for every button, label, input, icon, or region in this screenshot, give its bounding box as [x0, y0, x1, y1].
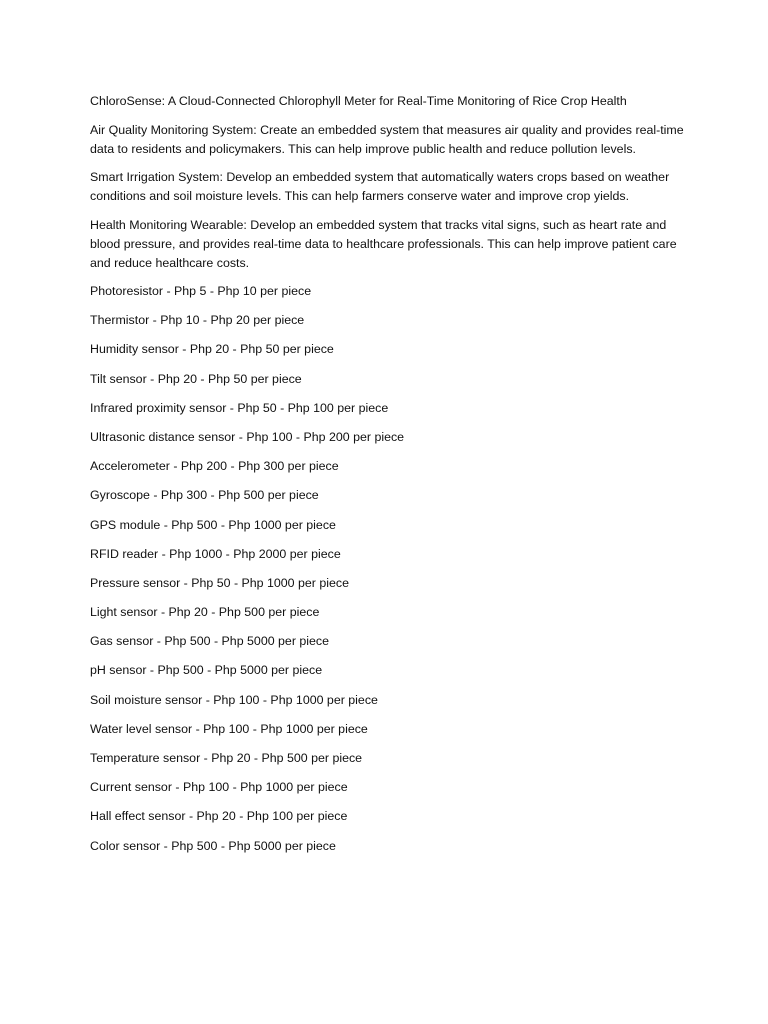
list-item: Humidity sensor - Php 20 - Php 50 per piece: [90, 342, 334, 357]
list-item: Infrared proximity sensor - Php 50 - Php 100 per piece: [90, 400, 389, 415]
list-item: Gyroscope - Php 300 - Php 500 per piece: [90, 488, 319, 503]
list-item: RFID reader - Php 1000 - Php 2000 per piece: [90, 546, 341, 561]
list-item: GPS module - Php 500 - Php 1000 per piece: [90, 517, 336, 532]
document-body: [90, 92, 685, 866]
list-item: Hall effect sensor - Php 20 - Php 100 per piece: [90, 809, 348, 824]
list-item: Thermistor - Php 10 - Php 20 per piece: [90, 313, 305, 328]
paragraph-smart-irrigation: Smart Irrigation System: Develop an embedded system that automatically waters crops based on weather conditions and soil moisture levels. This can help farmers conserve water and improve crop yields.: [90, 170, 670, 203]
list-item: Gas sensor - Php 500 - Php 5000 per piece: [90, 634, 330, 649]
list-item: Water level sensor - Php 100 - Php 1000 per piece: [90, 721, 368, 736]
list-item: Light sensor - Php 20 - Php 500 per piece: [90, 605, 320, 620]
list-item: Tilt sensor - Php 20 - Php 50 per piece: [90, 371, 302, 386]
list-item: Color sensor - Php 500 - Php 5000 per piece: [90, 838, 336, 853]
list-item: pH sensor - Php 500 - Php 5000 per piece: [90, 663, 323, 678]
list-item: Temperature sensor - Php 20 - Php 500 per piece: [90, 751, 363, 765]
paragraph-health-wearable: Health Monitoring Wearable: Develop an embedded system that tracks vital signs, such as heart rate and blood pressure, and provides real-time data to healthcare professionals. This can help improve patient care and reduce healthcare costs.: [90, 217, 677, 270]
list-item: Photoresistor - Php 5 - Php 10 per piece: [90, 284, 312, 298]
paragraph-air-quality: Air Quality Monitoring System: Create an embedded system that measures air quality and provides real-time data to residents and policymakers. This can help improve public health and reduce pollution levels.: [90, 122, 684, 156]
list-item: Soil moisture sensor - Php 100 - Php 1000 per piece: [90, 692, 378, 707]
list-item: Current sensor - Php 100 - Php 1000 per piece: [90, 780, 348, 795]
list-item: Accelerometer - Php 200 - Php 300 per piece: [90, 459, 339, 474]
list-item: Ultrasonic distance sensor - Php 100 - Php 200 per piece: [90, 429, 405, 444]
document-title: ChloroSense: A Cloud-Connected Chlorophyll Meter for Real-Time Monitoring of Rice Crop Health: [90, 94, 627, 108]
list-item: Pressure sensor - Php 50 - Php 1000 per piece: [90, 575, 349, 590]
